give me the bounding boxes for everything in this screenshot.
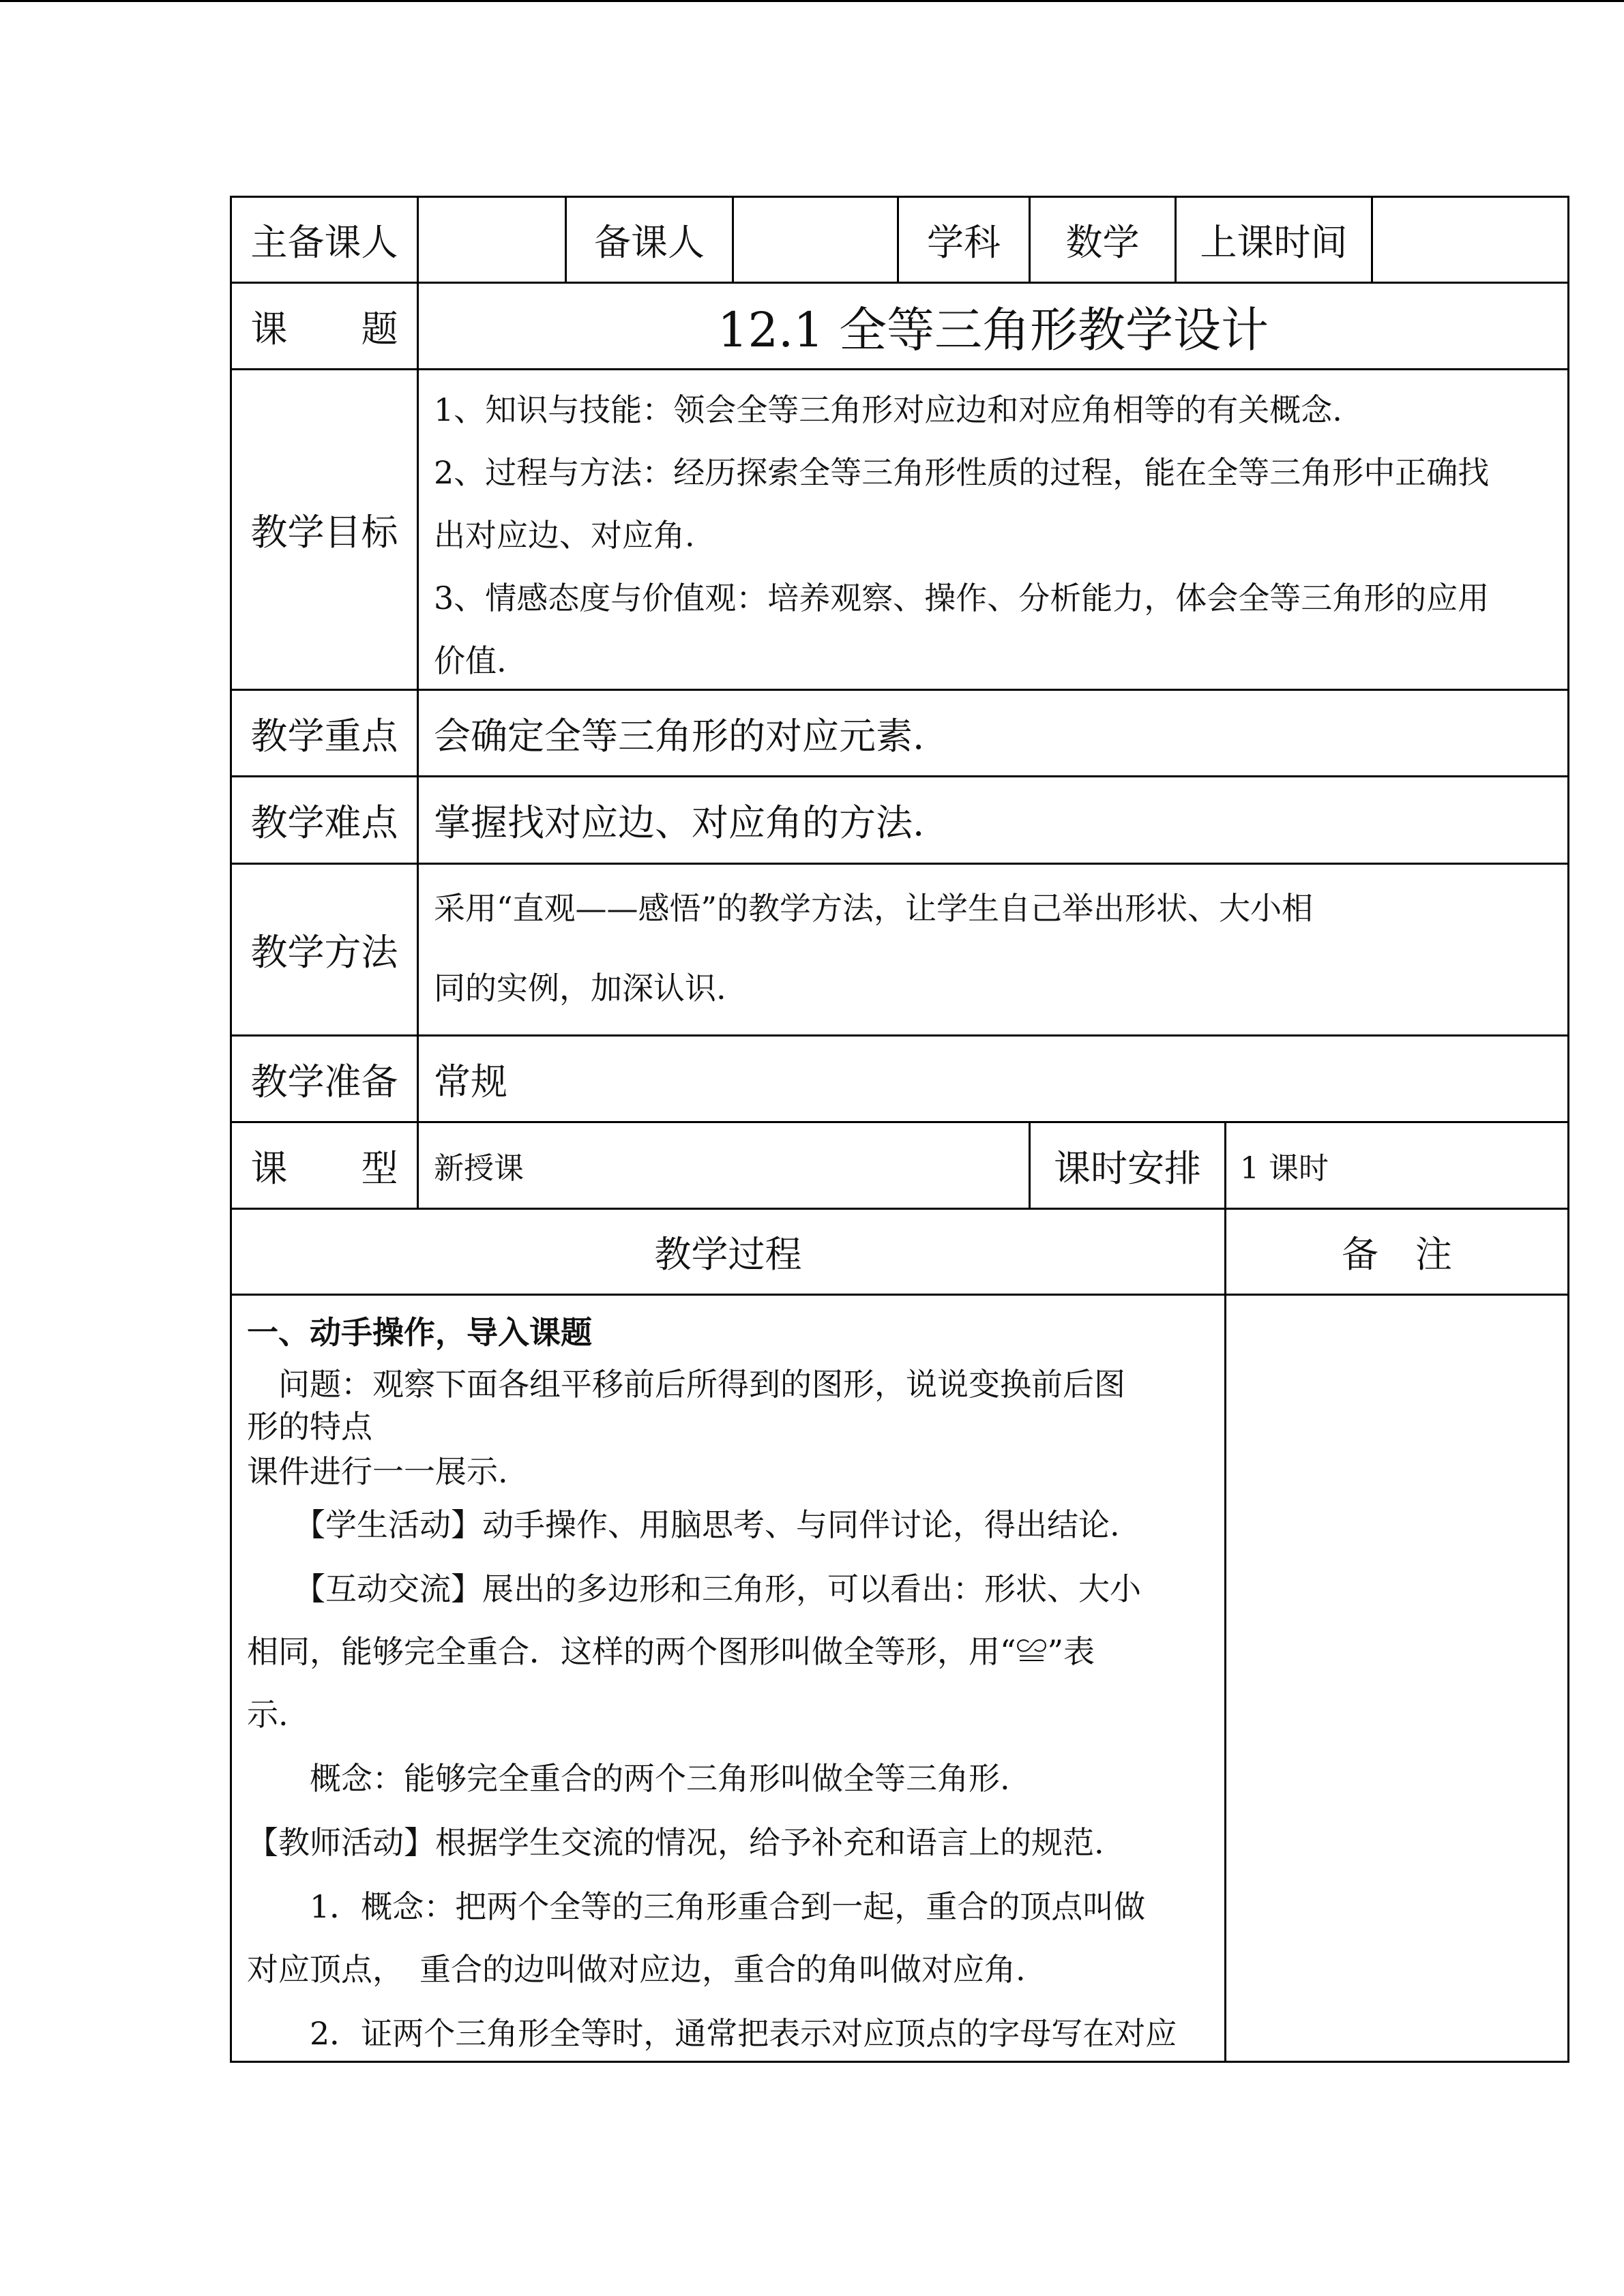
- process-line: 示.: [247, 1696, 289, 1733]
- process-line: 1．概念：把两个全等的三角形重合到一起，重合的顶点叫做: [247, 1888, 1146, 1925]
- key-points-label: 教学重点: [250, 714, 398, 758]
- process-line: 【互动交流】展出的多边形和三角形，可以看出：形状、大小: [247, 1570, 1141, 1607]
- main-preparer-label: 主备课人: [250, 221, 398, 264]
- preparer-value: [734, 198, 897, 282]
- topic-label: 课 题: [250, 307, 398, 351]
- class-time-value: [1373, 198, 1567, 282]
- objective-line: 3、情感态度与价值观：培养观察、操作、分析能力，体会全等三角形的应用: [434, 580, 1490, 616]
- page-top-border: [0, 0, 1624, 2]
- class-hours-value: 1 课时: [1240, 1151, 1329, 1186]
- lesson-type-value: 新授课: [434, 1151, 524, 1186]
- process-line: 课件进行一一展示.: [247, 1453, 508, 1490]
- teaching-process-content: [232, 1296, 1224, 2061]
- preparation-value: 常规: [434, 1060, 507, 1103]
- process-line: 形的特点: [247, 1408, 372, 1445]
- lesson-type-label: 课 型: [250, 1146, 398, 1190]
- process-line: 对应顶点， 重合的边叫做对应边，重合的角叫做对应角.: [247, 1951, 1026, 1988]
- subject-label: 学科: [927, 221, 1001, 264]
- teaching-process-header: 教学过程: [654, 1233, 802, 1276]
- process-line: 概念：能够完全重合的两个三角形叫做全等三角形.: [247, 1760, 1010, 1797]
- methods-content: [419, 865, 1567, 1034]
- key-points-value: 会确定全等三角形的对应元素.: [434, 714, 925, 758]
- difficulties-value: 掌握找对应边、对应角的方法.: [434, 801, 925, 844]
- class-time-label: 上课时间: [1200, 221, 1348, 264]
- objective-line: 出对应边、对应角.: [434, 517, 695, 554]
- objectives-label: 教学目标: [250, 511, 398, 554]
- section-title: 一、动手操作，导入课题: [247, 1314, 592, 1351]
- process-line: 2．证两个三角形全等时，通常把表示对应顶点的字母写在对应: [247, 2015, 1177, 2052]
- notes-header: 备 注: [1342, 1233, 1452, 1276]
- objectives-content: [419, 370, 1567, 689]
- objective-line: 2、过程与方法：经历探索全等三角形性质的过程，能在全等三角形中正确找: [434, 454, 1490, 491]
- notes-column: [1226, 1296, 1567, 2061]
- preparation-label: 教学准备: [250, 1060, 398, 1103]
- method-line: 同的实例，加深认识.: [434, 970, 726, 1007]
- main-preparer-value: [419, 198, 565, 282]
- process-line: 问题：观察下面各组平移前后所得到的图形，说说变换前后图: [247, 1366, 1125, 1403]
- process-line: 【学生活动】动手操作、用脑思考、与同伴讨论，得出结论.: [247, 1506, 1120, 1543]
- process-line: 相同，能够完全重合．这样的两个图形叫做全等形，用“≌”表: [247, 1633, 1095, 1670]
- lesson-title: 12.1 全等三角形教学设计: [717, 301, 1269, 358]
- objective-line: 价值.: [434, 642, 507, 679]
- method-line: 采用“直观——感悟”的教学方法，让学生自己举出形状、大小相: [434, 890, 1314, 927]
- objective-line: 1、知识与技能：领会全等三角形对应边和对应角相等的有关概念.: [434, 391, 1342, 428]
- subject-value: 数学: [1065, 221, 1140, 264]
- methods-label: 教学方法: [250, 931, 398, 974]
- difficulties-label: 教学难点: [250, 801, 398, 844]
- process-line: 【教师活动】根据学生交流的情况，给予补充和语言上的规范.: [247, 1824, 1104, 1861]
- class-hours-label: 课时安排: [1054, 1146, 1201, 1190]
- preparer-label: 备课人: [594, 221, 705, 264]
